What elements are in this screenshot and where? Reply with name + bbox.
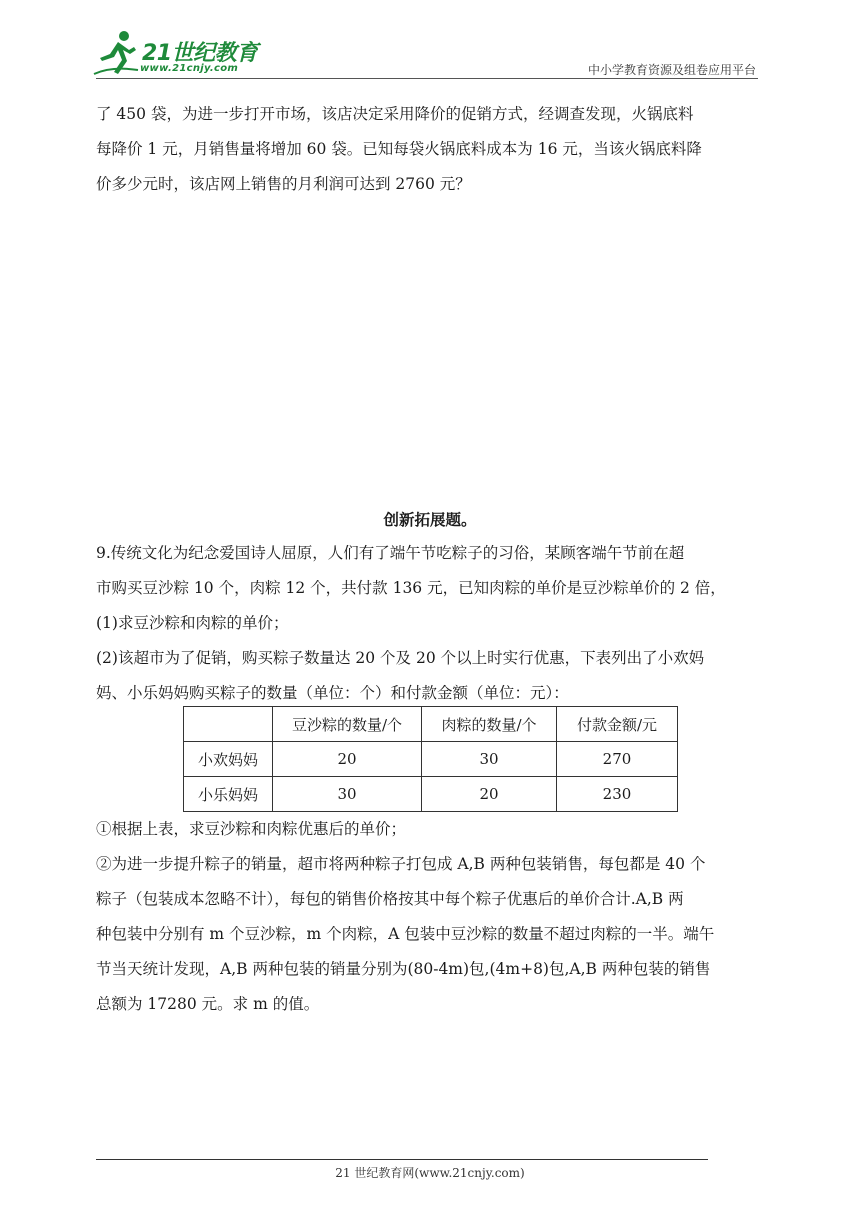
- problem-9-text: [96, 536, 776, 711]
- page-footer[interactable]: 21 世纪教育网(www.21cnjy.com): [335, 1166, 525, 1180]
- problem-9-line: ②为进一步提升粽子的销量，超市将两种粽子打包成 A,B 两种包装销售，每包都是 40 个: [96, 855, 706, 873]
- table-header-row: [184, 707, 678, 742]
- problem-9-line: 粽子（包装成本忽略不计），每包的销售价格按其中每个粽子优惠后的单价合计.A,B 两: [96, 890, 684, 908]
- problem-9-line: (2)该超市为了促销，购买粽子数量达 20 个及 20 个以上时实行优惠，下表列出了小欢妈: [96, 649, 705, 667]
- table-cell: 20: [273, 742, 422, 777]
- problem-9-continued: [96, 812, 776, 1022]
- problem-9-line: 市购买豆沙粽 10 个，肉粽 12 个，共付款 136 元，已知肉粽的单价是豆沙粽单价的 2 倍，: [96, 579, 726, 597]
- runner-logo-icon: [92, 30, 142, 78]
- problem-9-line: (1)求豆沙粽和肉粽的单价；: [96, 614, 289, 632]
- problem-9-line: 9.传统文化为纪念爱国诗人屈原，人们有了端午节吃粽子的习俗，某顾客端午节前在超: [96, 544, 685, 562]
- page-header: [0, 0, 860, 90]
- table-cell: 小乐妈妈: [184, 777, 273, 812]
- header-divider: [96, 78, 758, 79]
- table-cell: 230: [557, 777, 678, 812]
- table-cell: 小欢妈妈: [184, 742, 273, 777]
- table-cell: 30: [273, 777, 422, 812]
- platform-name: 中小学教育资源及组卷应用平台: [587, 63, 756, 77]
- site-logo[interactable]: [92, 30, 262, 80]
- problem-8-text: [96, 97, 776, 202]
- problem-8-line: 每降价 1 元，月销售量将增加 60 袋。已知每袋火锅底料成本为 16 元，当该火锅底料降: [96, 140, 702, 158]
- table-row: [184, 742, 678, 777]
- logo-url: www.21cnjy.com: [140, 63, 239, 74]
- table-header-cell: 肉粽的数量/个: [422, 707, 557, 742]
- table-row: [184, 777, 678, 812]
- problem-8-line: 了 450 袋，为进一步打开市场，该店决定采用降价的促销方式，经调查发现，火锅底料: [96, 105, 694, 123]
- problem-9-line: 妈、小乐妈妈购买粽子的数量（单位：个）和付款金额（单位：元）：: [96, 684, 569, 702]
- problem-9-line: 种包装中分别有 m 个豆沙粽，m 个肉粽，A 包装中豆沙粽的数量不超过肉粽的一半。端午: [96, 925, 715, 943]
- problem-9-line: 节当天统计发现，A,B 两种包装的销量分别为(80-4m)包,(4m+8)包,A,B 两种包装的销售: [96, 960, 711, 978]
- problem-9-line: 总额为 17280 元。求 m 的值。: [96, 995, 320, 1013]
- purchase-table: [183, 706, 678, 812]
- table-header-cell: 付款金额/元: [557, 707, 678, 742]
- table-cell: 270: [557, 742, 678, 777]
- table-cell: 20: [422, 777, 557, 812]
- footer-divider: [96, 1159, 708, 1160]
- problem-9-line: ①根据上表，求豆沙粽和肉粽优惠后的单价；: [96, 820, 407, 838]
- logo-text: 21世纪教育: [142, 41, 258, 66]
- table-header-cell: 豆沙粽的数量/个: [273, 707, 422, 742]
- table-cell: 30: [422, 742, 557, 777]
- section-title: 创新拓展题。: [383, 511, 477, 529]
- table-header-cell: [184, 707, 273, 742]
- problem-8-line: 价多少元时，该店网上销售的月利润可达到 2760 元？: [96, 175, 471, 193]
